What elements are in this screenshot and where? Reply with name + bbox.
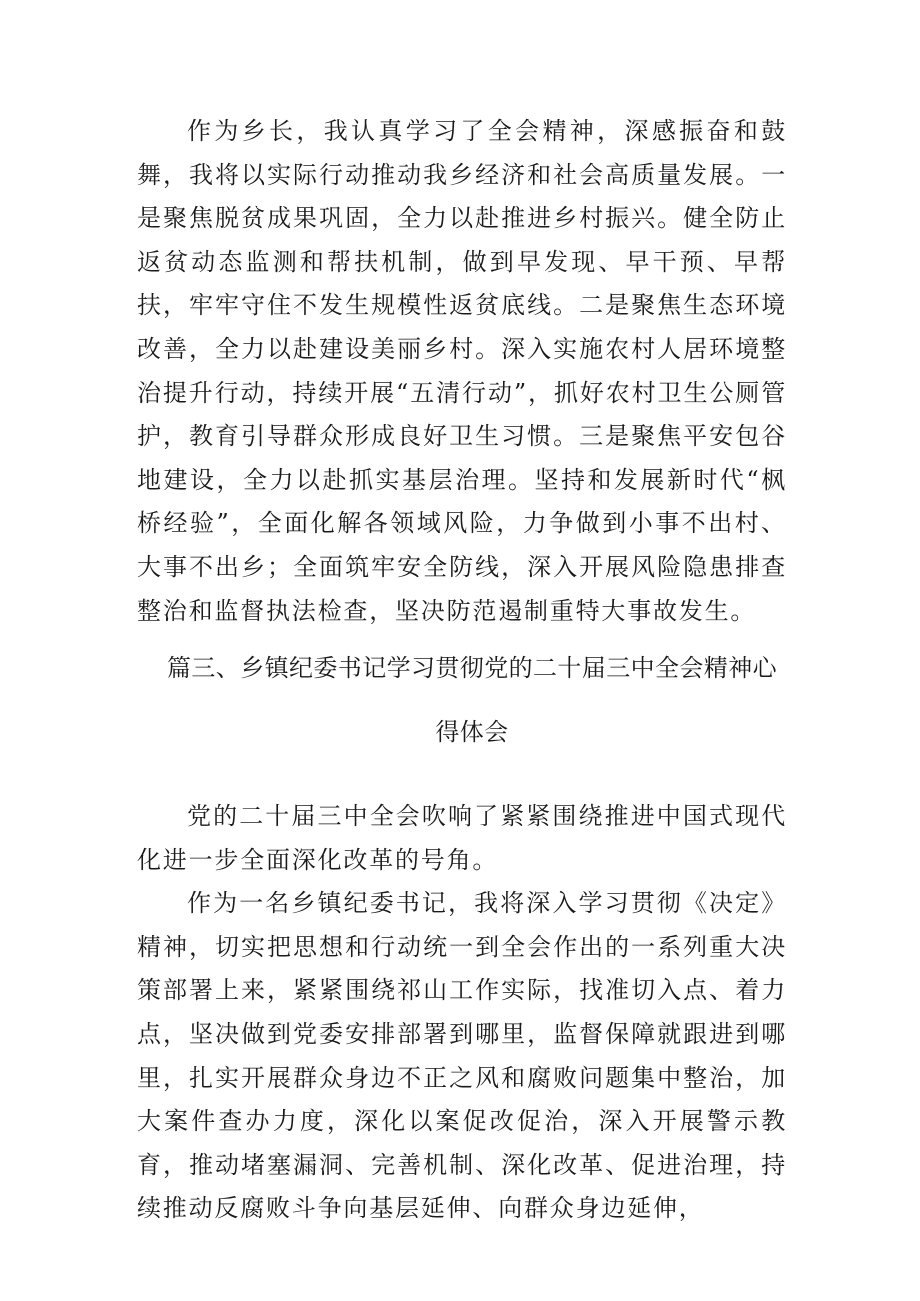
section-three-body — [137, 795, 787, 1231]
body-paragraph: 作为乡长，我认真学习了全会精神，深感振奋和鼓舞，我将以实际行动推动我乡经济和社会高质量发展。一是聚焦脱贫成果巩固，全力以赴推进乡村振兴。健全防止返贫动态监测和帮扶机制，做到早发现、早干预、早帮扶，牢牢守住不发生规模性返贫底线。二是聚焦生态环境改善，全力以赴建设美丽乡村。深入实施农村人居环境整治提升行动，持续开展“五清行动”，抓好农村卫生公厕管护，教育引导群众形成良好卫生习惯。三是聚焦平安包谷地建设，全力以赴抓实基层治理。坚持和发展新时代“枫桥经验”，全面化解各领域风险，力争做到小事不出村、大事不出乡；全面筑牢安全防线，深入开展风险隐患排查整治和监督执法检查，坚决防范遏制重特大事故发生。 — [137, 117, 787, 625]
body-paragraph: 作为一名乡镇纪委书记，我将深入学习贯彻《决定》精神，切实把思想和行动统一到全会作出的一系列重大决策部署上来，紧紧围绕祁山工作实际，找准切入点、着力点，坚决做到党委安排部署到哪里，监督保障就跟进到哪里，扎实开展群众身边不正之风和腐败问题集中整治，加大案件查办力度，深化以案促改促治，深入开展警示教育，推动堵塞漏洞、完善机制、深化改革、促进治理，持续推动反腐败斗争向基层延伸、向群众身边延伸， — [137, 889, 787, 1223]
section-two-body — [137, 110, 787, 633]
body-paragraph: 党的二十届三中全会吹响了紧紧围绕推进中国式现代化进一步全面深化改革的号角。 — [137, 802, 787, 874]
section-three-heading: 篇三、乡镇纪委书记学习贯彻党的二十届三中全会精神心得体会 — [167, 654, 777, 746]
